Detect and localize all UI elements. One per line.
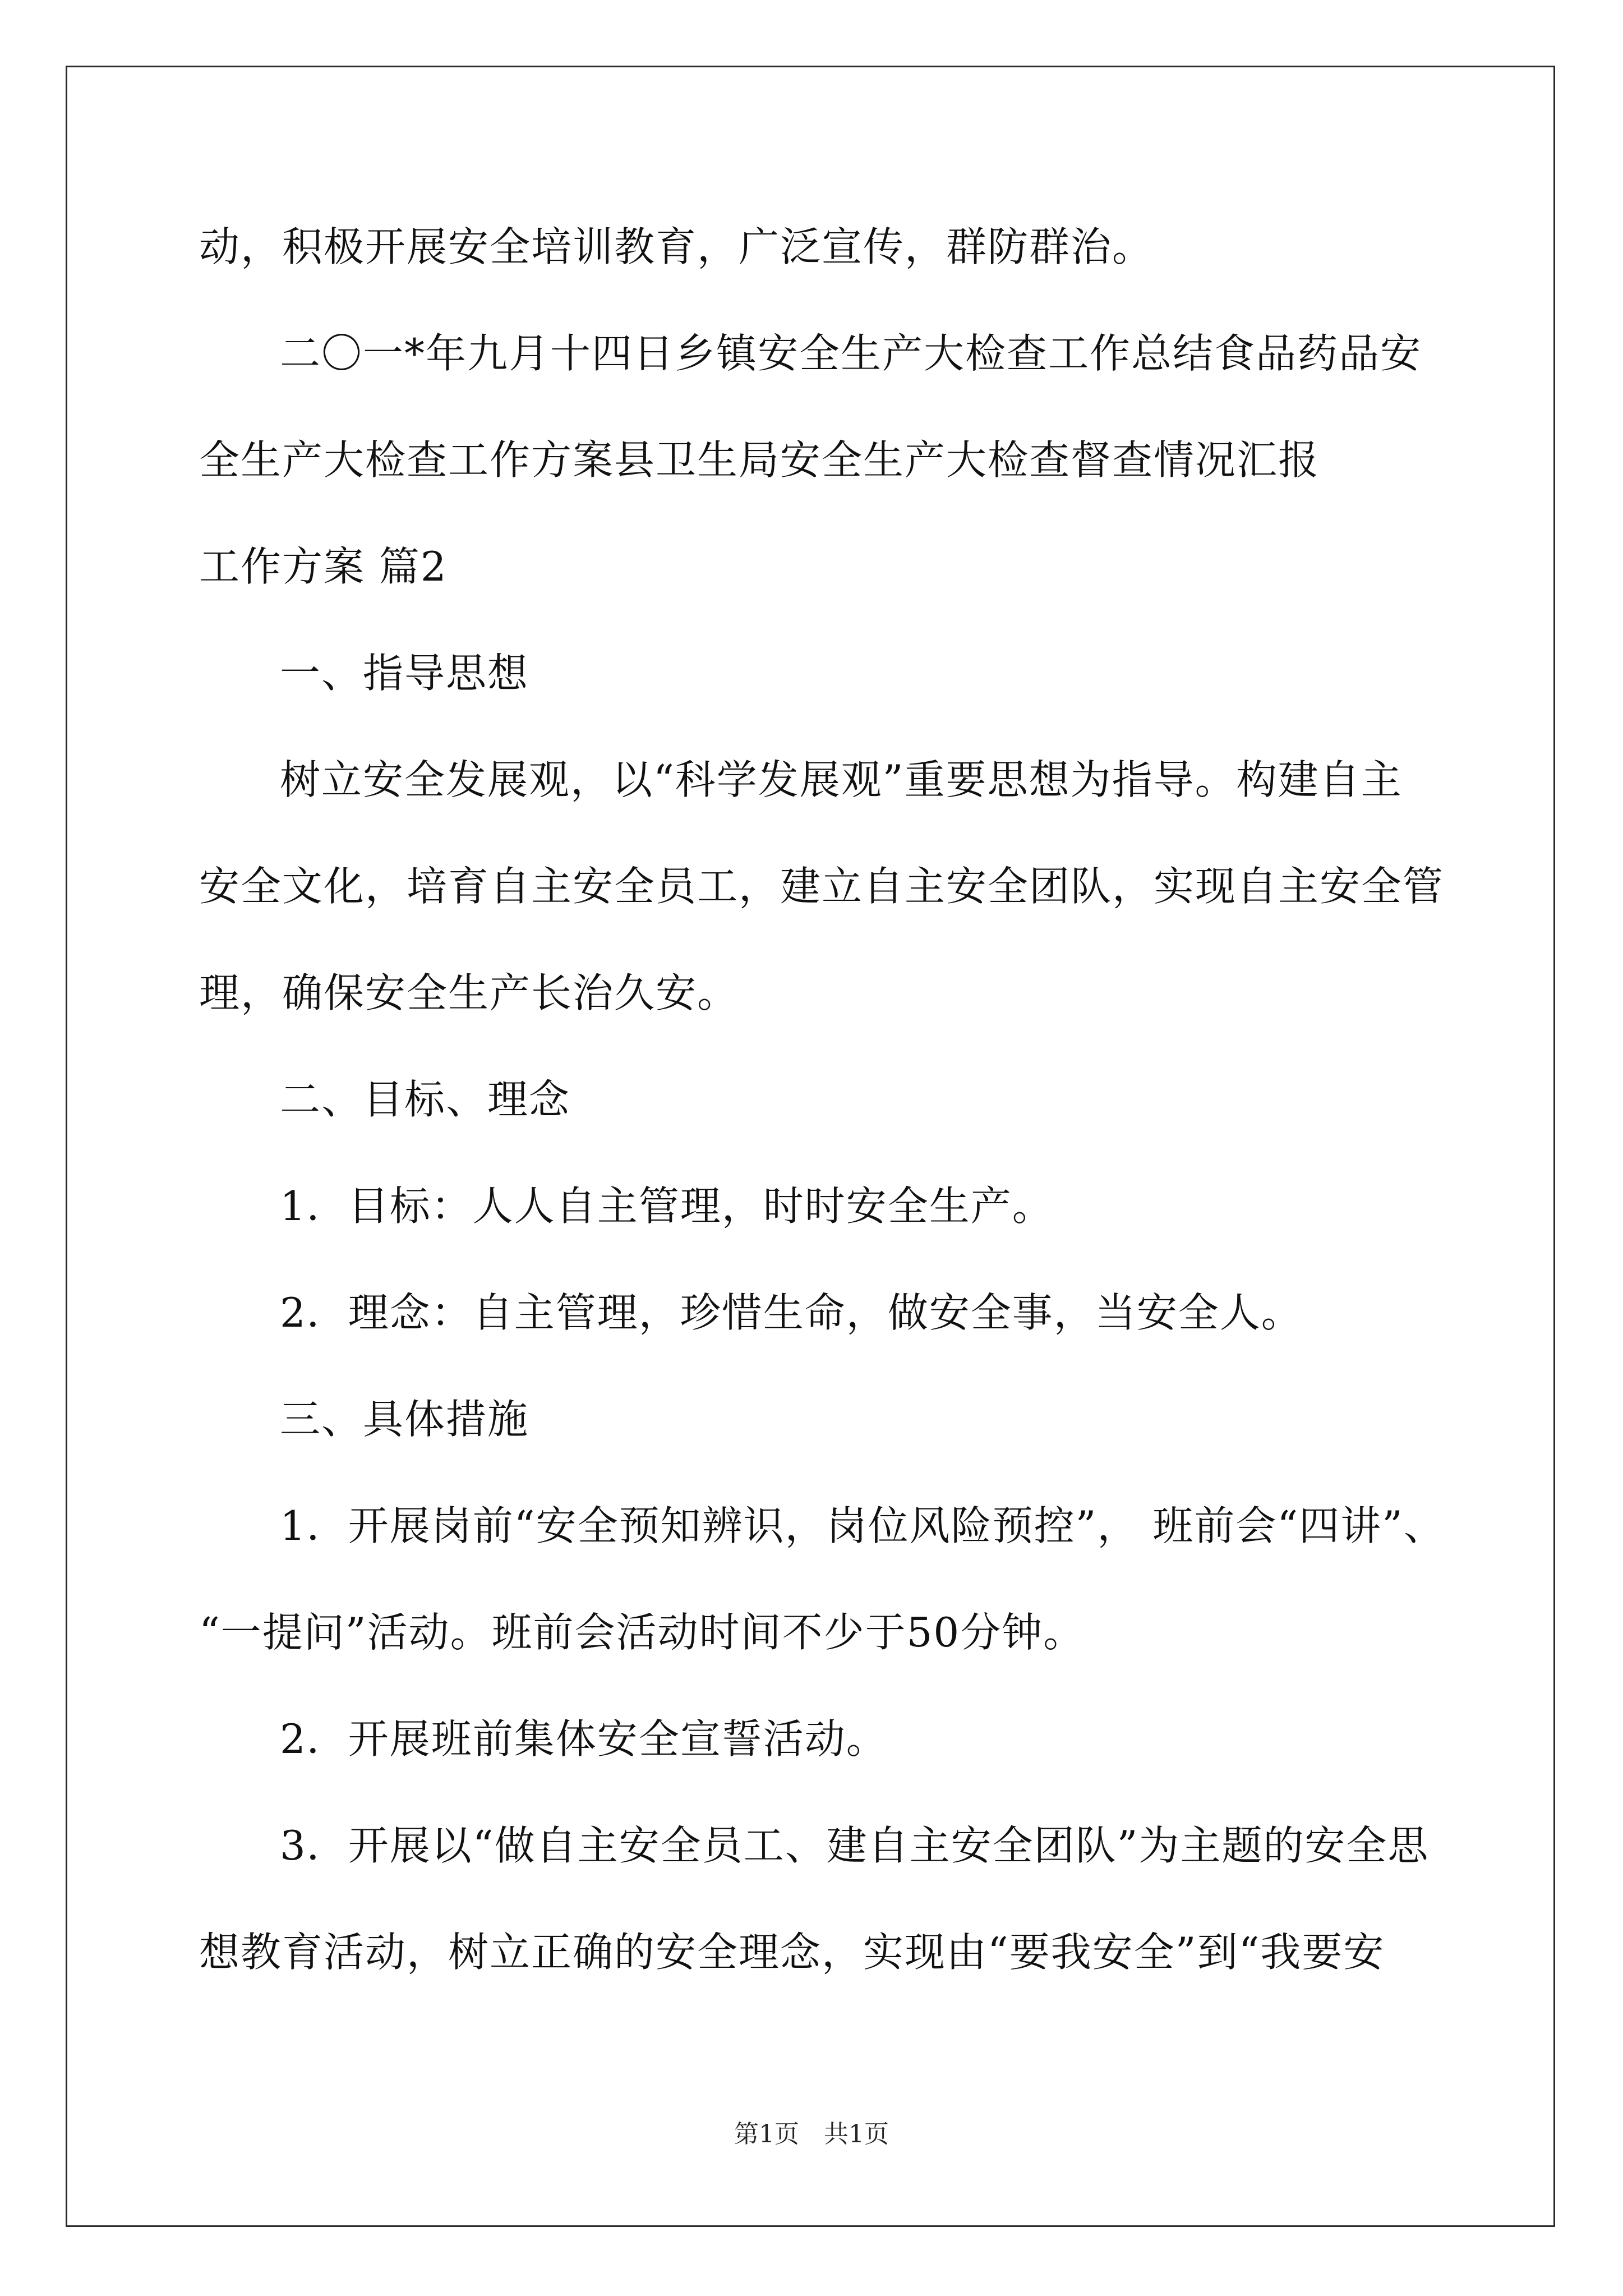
text-line: 3．开展以“做自主安全员工、建自主安全团队”为主题的安全思 — [280, 1822, 1430, 1869]
section-heading: 二、目标、理念 — [280, 1076, 571, 1123]
text-line: 2．开展班前集体安全宣誓活动。 — [280, 1715, 888, 1763]
text-line: 2．理念：自主管理，珍惜生命，做安全事，当安全人。 — [280, 1289, 1303, 1336]
section-heading: 一、指导思想 — [280, 650, 529, 697]
text-line: 想教育活动，树立正确的安全理念，实现由“要我安全”到“我要安 — [199, 1929, 1385, 1976]
page-border — [66, 66, 1555, 2227]
text-line: 1．开展岗前“安全预知辨识，岗位风险预控”， 班前会“四讲”、 — [280, 1502, 1445, 1549]
text-line: 1．目标：人人自主管理，时时安全生产。 — [280, 1182, 1054, 1230]
text-line: “一提问”活动。班前会活动时间不少于50分钟。 — [199, 1609, 1085, 1656]
text-line: 理，确保安全生产长治久安。 — [199, 969, 739, 1016]
section-heading: 三、具体措施 — [280, 1396, 529, 1443]
page-footer: 第1页 共1页 — [734, 2120, 889, 2148]
text-line: 树立安全发展观，以“科学发展观”重要思想为指导。构建自主 — [280, 756, 1403, 803]
text-line: 二〇一*年九月十四日乡镇安全生产大检查工作总结食品药品安 — [280, 330, 1422, 377]
text-line: 动，积极开展安全培训教育，广泛宣传，群防群治。 — [199, 223, 1154, 270]
text-line: 安全文化，培育自主安全员工，建立自主安全团队，实现自主安全管 — [199, 863, 1445, 910]
text-line: 全生产大检查工作方案县卫生局安全生产大检查督查情况汇报 — [199, 436, 1320, 484]
section-heading: 工作方案 篇2 — [199, 543, 448, 590]
